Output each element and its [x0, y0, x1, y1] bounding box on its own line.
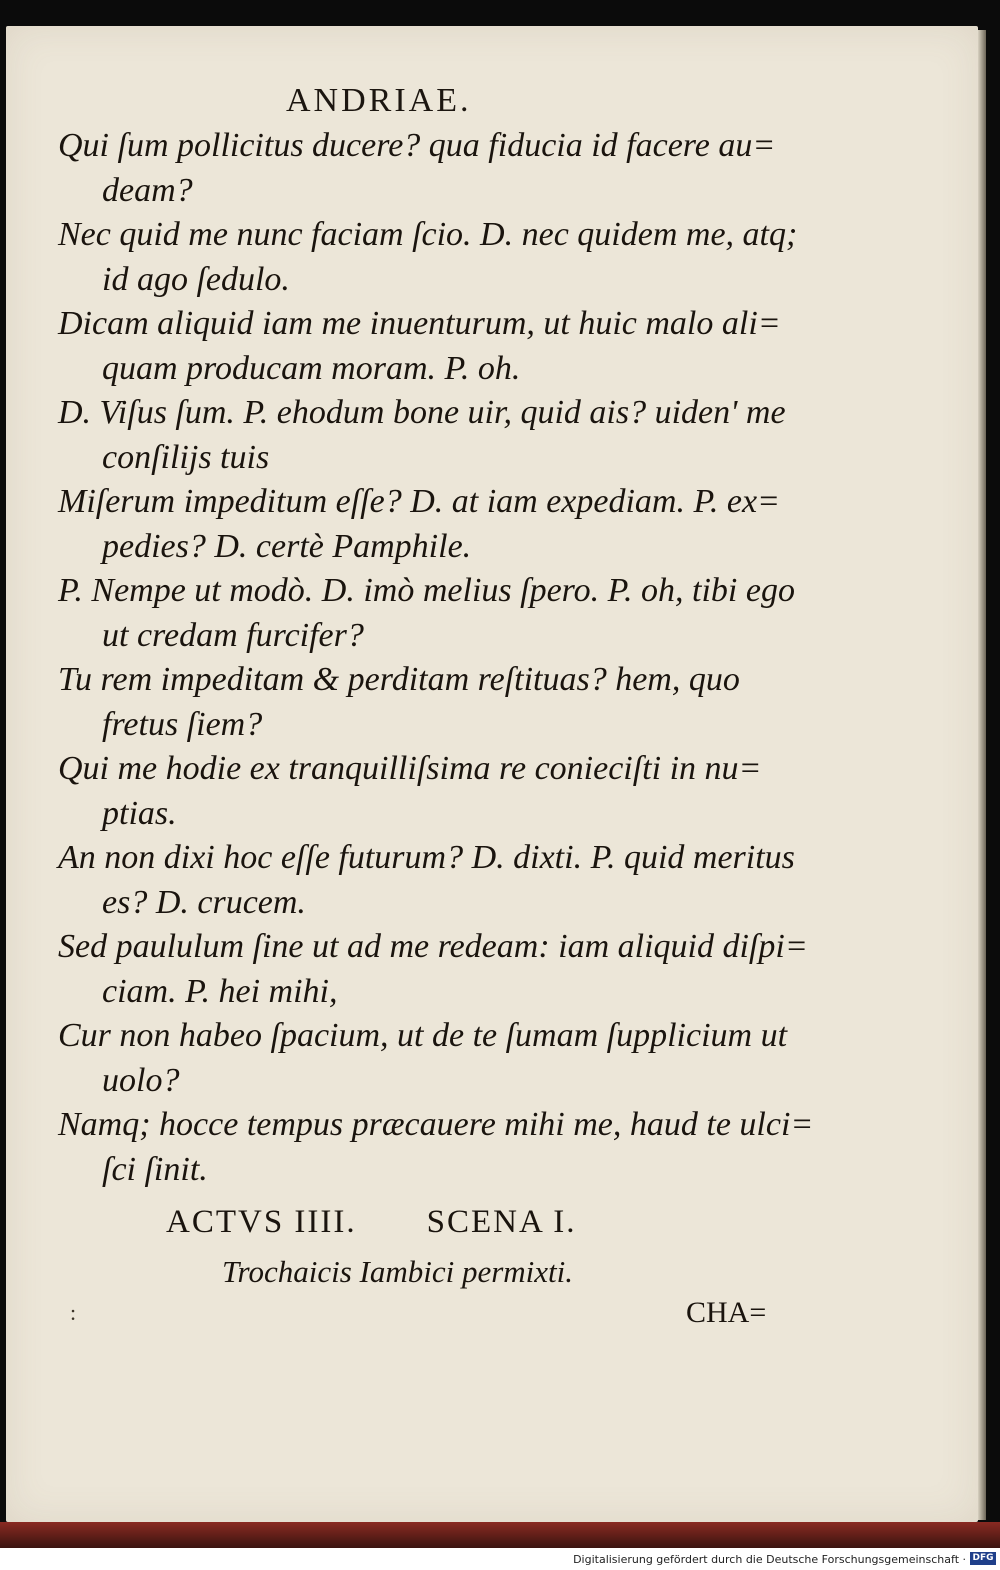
- page-edge: [978, 30, 986, 1520]
- text-line: D. Viſus ſum. P. ehodum bone uir, quid ais? uiden' me: [58, 394, 786, 431]
- act-label: ACTVS IIII.: [166, 1204, 357, 1240]
- text-line: ciam. P. hei mihi,: [102, 972, 338, 1010]
- text-line: Nec quid me nunc faciam ſcio. D. nec quidem me, atq;: [58, 216, 798, 253]
- funding-notice: Digitalisierung gefördert durch die Deutsche Forschungsgemeinschaft ·: [573, 1553, 966, 1566]
- text-line: quam producam moram. P. oh.: [102, 349, 521, 387]
- margin-mark: :: [70, 1300, 77, 1325]
- text-line: ptias.: [102, 794, 177, 832]
- text-line: fretus ſiem?: [102, 705, 263, 743]
- text-line: Namq; hocce tempus præcauere mihi me, haud te ulci=: [58, 1106, 814, 1143]
- text-line: Qui ſum pollicitus ducere? qua fiducia id facere au=: [58, 127, 776, 164]
- text-line: ut credam furcifer?: [102, 616, 364, 654]
- text-line: id ago ſedulo.: [102, 260, 290, 298]
- verse-text-block: [58, 124, 818, 1192]
- text-line: es? D. crucem.: [102, 883, 306, 921]
- dfg-logo: DFG: [970, 1552, 996, 1565]
- scene-label: SCENA I.: [426, 1204, 577, 1240]
- text-line: pedies? D. certè Pamphile.: [102, 527, 472, 565]
- text-line: An non dixi hoc eſſe futurum? D. dixti. P. quid meritus: [58, 839, 795, 876]
- running-head: ANDRIAE.: [286, 82, 472, 119]
- act-scene-heading: [166, 1204, 577, 1241]
- text-line: Sed paululum ſine ut ad me redeam: iam aliquid diſpi=: [58, 928, 808, 965]
- text-line: Dicam aliquid iam me inuenturum, ut huic malo ali=: [58, 305, 781, 342]
- text-line: Tu rem impeditam & perditam reſtituas? hem, quo: [58, 661, 740, 698]
- meter-note: Trochaicis Iambici permixti.: [222, 1254, 574, 1289]
- catchword: CHA=: [686, 1296, 767, 1329]
- text-line: deam?: [102, 171, 193, 209]
- text-line: conſilijs tuis: [102, 438, 270, 476]
- text-line: Cur non habeo ſpacium, ut de te ſumam ſupplicium ut: [58, 1017, 788, 1054]
- footer-bar: [0, 1548, 1000, 1570]
- text-line: Qui me hodie ex tranquilliſsima re conieciſti in nu=: [58, 750, 762, 787]
- text-line: P. Nempe ut modò. D. imò melius ſpero. P. oh, tibi ego: [58, 572, 795, 609]
- text-line: Miſerum impeditum eſſe? D. at iam expediam. P. ex=: [58, 483, 780, 520]
- text-line: ſci ſinit.: [102, 1150, 208, 1188]
- bottom-binding-strip: [0, 1522, 1000, 1548]
- text-line: uolo?: [102, 1061, 180, 1099]
